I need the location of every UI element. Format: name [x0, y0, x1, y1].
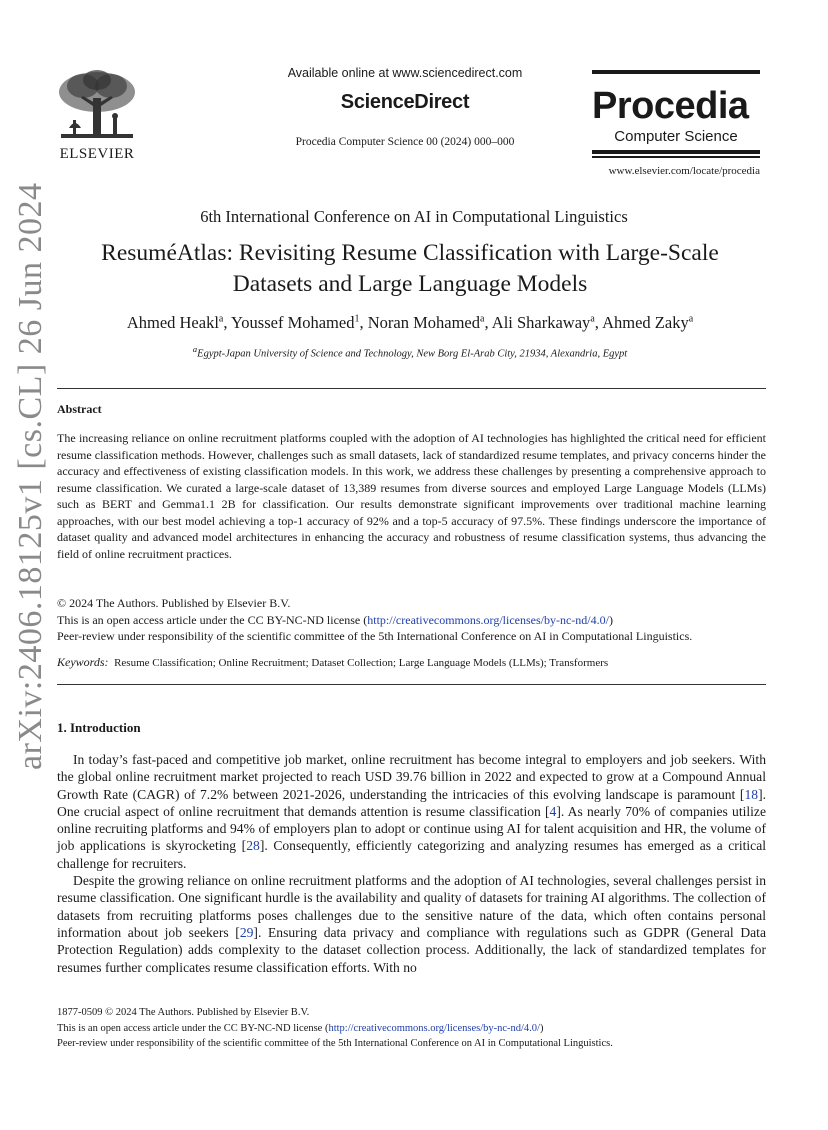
abstract-text: The increasing reliance on online recruitment platforms coupled with the adoption of AI technologies has highlighted the critical need for efficient resume classification methods. However, challenges such as small datasets, lack of standardized resume templates, and privacy concerns hinder the accuracy and effectiveness of existing classification models. In this work, we address these challenges by presenting a comprehensive approach to resume classification. We curated a large-scale dataset of 13,389 resumes from diverse sources and employed Large Language Models (LLMs) such as BERT and Gemma1.1 2B for classification. Our results demonstrate significant improvements over traditional machine learning approaches, with our best model achieving a top-1 accuracy of 92% and a top-5 accuracy of 97.5%. These findings underscore the importance of dataset quality and advanced model architectures in enhancing the accuracy and robustness of resume classification systems, thus advancing the field of online recruitment practices.	[57, 431, 766, 561]
abstract-bottom-divider	[57, 684, 766, 685]
elsevier-logo[interactable]	[50, 68, 144, 166]
open-access-text: This is an open access article under the CC BY-NC-ND license (	[57, 612, 368, 627]
procedia-thin-rule	[592, 156, 760, 158]
elsevier-tree-icon	[53, 68, 141, 146]
affiliation-text: Egypt-Japan University of Science and Technology, New Borg El-Arab City, 21934, Alexandria, Egypt	[197, 348, 628, 360]
introduction-paragraph-1: In today’s fast-paced and competitive job market, online recruitment has become integral to employers and job seekers. With the global online recruitment market projected to reach USD 39.76 billion in 2022 and expected to grow at a Compound Annual Growth Rate (CAGR) of 7.2% between 2021-2026, understanding the intricacies of this evolving landscape is paramount [18]. One crucial aspect of online recruitment that demands attention is resume classification [4]. As nearly 70% of companies utilize online recruiting platforms and 94% of employers plan to adopt or continue using AI for talent acquisition and HR, the volume of job applications is skyrocketing [28]. Consequently, efficiently categorizing and analyzing resumes has emerged as a critical challenge for recruiters.	[57, 752, 766, 871]
abstract-top-divider	[57, 388, 766, 389]
keywords-label: Keywords:	[57, 655, 109, 669]
introduction-paragraph-2: Despite the growing reliance on online recruitment platforms and the adoption of AI technologies, several challenges persist in resume classification. One significant hurdle is the availability and quality of datasets for training AI algorithms. The collection of datasets from recruiting platforms poses challenges due to the sensitive nature of the data, which often contains personal information about job seekers [29]. Ensuring data privacy and compliance with regulations such as GDPR (General Data Protection Regulation) adds complexity to the dataset collection process. Additionally, the lack of standardized templates for resumes further complicates resume classification efforts. With no	[57, 873, 766, 975]
author-name: Ahmed Heakl	[126, 313, 219, 332]
author-name: Ali Sharkaway	[491, 313, 591, 332]
conference-name: 6th International Conference on AI in Computational Linguistics	[200, 207, 628, 226]
open-access-close: )	[608, 612, 613, 627]
paper-title-line-2: Datasets and Large Language Models	[232, 271, 588, 297]
author-name: Youssef Mohamed	[231, 313, 355, 332]
introduction-body	[57, 751, 766, 976]
footer-license-link[interactable]: http://creativecommons.org/licenses/by-nc-nd/4.0/	[328, 1022, 540, 1034]
sciencedirect-logo[interactable]: ScienceDirect	[340, 91, 470, 113]
procedia-wordmark: Procedia	[592, 85, 749, 127]
author-affiliation-marker: a	[218, 313, 224, 325]
author-name: Ahmed Zaky	[602, 313, 689, 332]
keywords-text: Resume Classification; Online Recruitment; Dataset Collection; Large Language Models (LLMs); Transformers	[114, 657, 609, 669]
available-online-text: Available online at www.sciencedirect.com	[287, 66, 523, 80]
license-link[interactable]: http://creativecommons.org/licenses/by-nc-nd/4.0/	[367, 612, 609, 627]
footer-peer-review: Peer-review under responsibility of the scientific committee of the 5th International Conference on AI in Computational Linguistics.	[57, 1038, 613, 1049]
arxiv-identifier-stamp: arXiv:2406.18125v1 [cs.CL] 26 Jun 2024	[12, 182, 49, 770]
journal-url-link[interactable]: www.elsevier.com/locate/procedia	[608, 164, 760, 177]
journal-header-center	[240, 66, 570, 148]
page-footer	[57, 1005, 777, 1052]
author-list: Ahmed Heakl$^a$, Youssef Mohamed$^1$, Noran Mohamed$^a$, Ali Sharkaway$^a$, Ahmed Zaky$^a$	[126, 313, 694, 332]
author-affiliation-marker: a	[590, 313, 595, 325]
footer-open-access-line	[57, 1021, 777, 1037]
citation-link[interactable]: 29	[239, 924, 254, 940]
paper-title-line-1: ResuméAtlas: Revisiting Resume Classification with Large-Scale	[101, 240, 719, 266]
affiliation	[40, 344, 780, 360]
citation-link[interactable]: 18	[744, 786, 759, 802]
footer-open-access-text: This is an open access article under the CC BY-NC-ND license (	[57, 1022, 329, 1034]
copyright-line: © 2024 The Authors. Published by Elsevier B.V.	[57, 596, 291, 610]
abstract-heading: Abstract	[57, 402, 102, 416]
citation-link[interactable]: 4	[549, 803, 557, 819]
procedia-logo-block	[592, 70, 760, 177]
footer-issn-copyright: 1877-0509 © 2024 The Authors. Published by Elsevier B.V.	[57, 1007, 310, 1018]
open-access-line	[57, 612, 772, 629]
author-affiliation-marker: a	[479, 313, 485, 325]
author-name: Noran Mohamed	[367, 313, 480, 332]
peer-review-line: Peer-review under responsibility of the scientific committee of the 5th International Conference on AI in Computational Linguistics.	[57, 629, 693, 643]
keywords-line	[57, 655, 766, 670]
footer-open-access-close: )	[539, 1022, 544, 1034]
procedia-top-rule	[592, 70, 760, 74]
journal-reference: Procedia Computer Science 00 (2024) 000–000	[295, 136, 515, 148]
computer-science-label: Computer Science	[614, 128, 738, 145]
elsevier-wordmark: ELSEVIER	[59, 146, 135, 162]
introduction-heading: 1. Introduction	[57, 720, 141, 735]
procedia-bottom-rule	[592, 150, 760, 154]
author-affiliation-marker: 1	[354, 313, 360, 325]
citation-link[interactable]: 28	[246, 838, 260, 854]
author-affiliation-marker: a	[688, 313, 694, 325]
license-block	[57, 595, 772, 645]
paper-title	[60, 238, 760, 300]
affiliation-marker: a	[192, 344, 198, 354]
